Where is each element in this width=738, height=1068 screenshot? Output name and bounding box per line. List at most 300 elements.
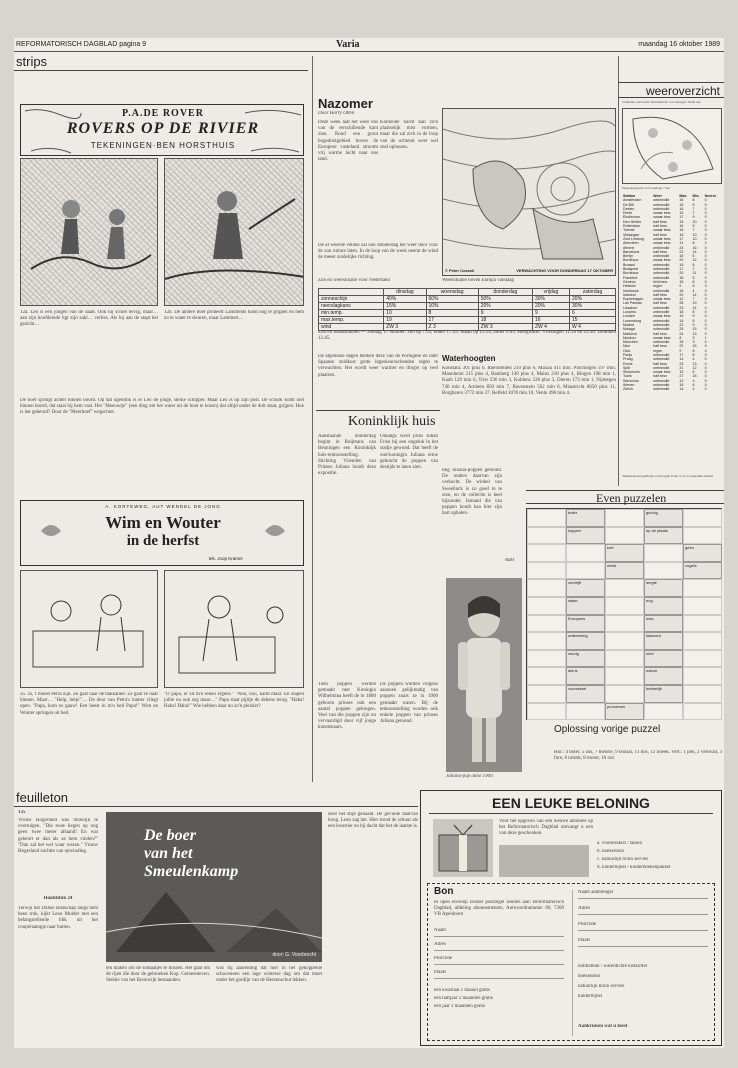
isobar-map-icon (443, 109, 616, 276)
outlook-row (319, 296, 616, 303)
station-name: Zürich (623, 387, 633, 392)
crossword-grid[interactable] (526, 508, 722, 720)
feuilleton-title-1: De boer (144, 827, 196, 844)
section-strips: strips (16, 54, 48, 69)
nazomer-text-1: Deze week laat het weer ons van de verschillende kant zien. Rond een groot hogedrukgebied boven de Europese vasteland stroomt vrij warme lucht naar ons land. (318, 120, 378, 163)
crossword-clue: hebbelijk (644, 685, 683, 703)
station-value: 12 (679, 297, 684, 302)
station-value: zwaar bew. (653, 241, 672, 246)
puzzel-solution-title: Oplossing vorige puzzel (554, 724, 661, 735)
station-value: 11 (679, 241, 684, 246)
station-value: 7 (692, 267, 695, 272)
outlook-row (319, 310, 616, 317)
rovers-panel-12b (164, 158, 304, 306)
station-value: onbewolkt (653, 206, 670, 211)
crossword-cell[interactable] (527, 632, 566, 650)
bon-option[interactable]: een jaar 3 maanden gratis (434, 1004, 486, 1009)
station-value: 0 (704, 327, 707, 332)
bon-referrer-city-field[interactable] (578, 946, 708, 947)
crossword-clue: lidwoord (644, 632, 683, 650)
station-value: 14 (692, 292, 697, 297)
rovers-panel-12a (20, 158, 158, 306)
station-value: 3 (692, 340, 695, 345)
station-value: 0 (704, 383, 707, 388)
station-value: 7 (692, 206, 695, 211)
station-value: 26 (679, 301, 684, 306)
koninklijk-rule (316, 410, 440, 411)
station-value: 4 (704, 348, 707, 353)
station-value: 17 (679, 215, 684, 220)
station-value: zwaar bew. (653, 258, 672, 263)
outlook-cell: 8 (426, 310, 478, 317)
rovers-caption-b: 12b. De andere boef probeert Lamments hand nog te grijpen en hem zo te water te sleuren, maar Lammert… (164, 310, 304, 322)
feuilleton-text-5: door het stijk gehaald. De gevulde daarvan hoog. Leon zag het. Hier stond de schuur als een kwartier en hij dacht dat het de laatste is. (328, 812, 418, 830)
station-value: zwaar bew. (653, 211, 672, 216)
outlook-intro: Zon en weersituatie voor Nederland (318, 278, 390, 283)
outlook-cell: Z 3 (426, 324, 478, 331)
bon-address-field[interactable] (434, 950, 564, 951)
crossword-cell[interactable] (683, 615, 722, 633)
station-value: zwaar bew. (653, 370, 672, 375)
station-value: 8 (679, 335, 682, 340)
station-value: 14 (692, 249, 697, 254)
station-value: 3 (692, 335, 695, 340)
crossword-cell[interactable] (527, 597, 566, 615)
gift-item: d. kinderbijbel / kinderboekenpakket (597, 865, 671, 870)
crossword-clue: Europees (566, 615, 605, 633)
station-value: zwaar bew. (653, 314, 672, 319)
station-value: 6 (692, 348, 695, 353)
feuilleton-title-2: van het (144, 845, 193, 862)
crossword-cell[interactable] (605, 579, 644, 597)
bon-footer: Aankruisen wat u kiest (578, 1024, 628, 1029)
station-value: 0 (704, 314, 707, 319)
bon-field-label: Postcode (434, 956, 453, 961)
rovers-drawing-a (21, 159, 158, 306)
nazomer-title: Nazomer (318, 96, 373, 111)
station-value: 10 (679, 370, 684, 375)
station-value: onbewolkt (653, 352, 670, 357)
station-name: Berlijn (623, 254, 633, 259)
outlook-cell: zonneschijn (319, 296, 384, 303)
nazomer-byline: Door Harry Otten (318, 111, 355, 116)
station-value: 0 (704, 322, 707, 327)
station-value: licht bew. (653, 279, 668, 284)
outlook-cell: W 4 (570, 324, 616, 331)
outlook-cell: 15% (384, 303, 426, 310)
nazomer-text-2: Komende nacht kan zich plaatselijk mist vormen, maar die zal zich in de loop van de ochtend weer wel snel oplossen. (380, 120, 438, 150)
crossword-cell[interactable] (683, 597, 722, 615)
station-value: 16 (679, 202, 684, 207)
station-value: onbewolkt (653, 310, 670, 315)
station-value: 6 (692, 254, 695, 259)
station-value: 0 (704, 279, 707, 284)
waterhoogten-title: Waterhoogten (442, 354, 496, 363)
station-value: 16 (679, 288, 684, 293)
station-value: 0 (704, 340, 707, 345)
station-value: 0 (704, 305, 707, 310)
bon-field-label: Postcode (578, 922, 597, 927)
station-name: Madrid (623, 322, 634, 327)
weer-map-label: Vannacht verwacht: Weerbericht voor morgen 19.00 uur (622, 100, 701, 104)
crossword-cell[interactable] (605, 685, 644, 703)
wim-credit: tek. Joop Kramer (208, 556, 243, 561)
rovers-author: P.A.DE ROVER (122, 108, 204, 119)
weer-title: weeroverzicht (645, 84, 720, 98)
crossword-cell[interactable] (683, 667, 722, 685)
newspaper-page (14, 38, 724, 1048)
crossword-clue: voorzetsel (566, 685, 605, 703)
crossword-cell[interactable] (605, 667, 644, 685)
station-name: Eindhoven (623, 215, 640, 220)
station-value: onbewolkt (653, 387, 670, 392)
bon-referrer-name-field[interactable] (578, 898, 708, 899)
weather-body-text: De algemene dagen hebben deze van de Portugese en later Spaanse zuidkust grote ingenieursschenden regen te verwachten. Het wordt weer warmer en droger op veel plaatsen. (318, 354, 438, 378)
cloud-map-icon (623, 109, 722, 184)
station-value: 17 (679, 236, 684, 241)
station-value: 27 (679, 374, 684, 379)
bon-choice[interactable]: kinderbijbel (578, 994, 603, 999)
station-value: 0 (704, 378, 707, 383)
outlook-cell: ZW 3 (478, 324, 532, 331)
bon-option[interactable]: een halfjaar 2 maanden gratis (434, 996, 493, 1001)
station-value: 4 (692, 387, 695, 392)
station-value: 0 (704, 370, 707, 375)
station-value: regen (653, 348, 663, 353)
europe-weather-map (442, 108, 616, 276)
header-left: REFORMATORISCH DAGBLAD pagina 9 (16, 41, 147, 48)
station-name: Las Palmas (623, 301, 642, 306)
station-value: 9 (679, 348, 682, 353)
feuilleton-chapter: Hoofdstuk 24 (43, 896, 73, 901)
crossword-cell[interactable] (605, 509, 644, 527)
station-value: 5 (692, 370, 695, 375)
juliana-doll-photo (446, 578, 522, 772)
station-name: Rotterdam (623, 224, 640, 229)
station-value: 0 (704, 262, 707, 267)
crossword-cell[interactable] (527, 509, 566, 527)
station-name: Malaga (623, 327, 635, 332)
crossword-cell[interactable] (527, 527, 566, 545)
station-value: 8 (692, 198, 695, 203)
crossword-cell[interactable] (605, 527, 644, 545)
crossword-cell[interactable] (683, 509, 722, 527)
station-value: 15 (679, 314, 684, 319)
crossword-clue: nog (644, 597, 683, 615)
beloning-ad (420, 790, 722, 1046)
station-value: 5 (692, 318, 695, 323)
crossword-cell[interactable] (683, 703, 722, 721)
station-name: Oslo (623, 348, 631, 353)
station-value: 14 (692, 305, 697, 310)
station-name: Mallorca (623, 331, 637, 336)
beloning-intro: Voor het opgeven van een nieuwe abonnee op het Reformatorisch Dagblad ontvangt u een van deze geschenken. (499, 819, 593, 837)
station-value: 0 (704, 271, 707, 276)
station-value: half bew. (653, 249, 668, 254)
station-value: half bew. (653, 344, 668, 349)
station-value: 23 (679, 305, 684, 310)
station-value: 16 (692, 245, 697, 250)
station-value: 8 (692, 262, 695, 267)
station-value: 16 (679, 275, 684, 280)
outlook-cell: 18 (478, 317, 532, 324)
feuilleton-rule (14, 806, 418, 807)
station-value: 8 (692, 241, 695, 246)
bon-option[interactable]: een kwartaal 1 maand gratis (434, 988, 491, 993)
station-value: onbewolkt (653, 378, 670, 383)
puzzel-solution-text: Hor.: 4 boter, 5 zus, 7 theorie, 9 bonsai, 11 bos, 12 Sneek. Vert.: 1 pen, 2 vertwad, 3 fure, 6 tolsnit, 8 motor, 10 oor. (554, 750, 722, 762)
outlook-table (318, 288, 616, 331)
crossword-cell[interactable] (605, 597, 644, 615)
outlook-cell: 15 (570, 317, 616, 324)
crossword-cell[interactable] (644, 562, 683, 580)
rovers-credit: TEKENINGEN·BEN HORSTHUIS (90, 141, 236, 150)
bon-choice[interactable]: notitieblok / waterdichte kistkoffer (578, 964, 648, 969)
station-name: Brussel (623, 262, 635, 267)
bon-divider (572, 890, 573, 1036)
station-value: onbewolkt (653, 275, 670, 280)
crossword-cell[interactable] (527, 685, 566, 703)
crossword-cell[interactable] (683, 650, 722, 668)
outlook-header: woensdag (426, 289, 478, 296)
bon-coupon[interactable] (427, 883, 715, 1041)
crossword-clue: lengte (644, 579, 683, 597)
station-value: 0 (704, 318, 707, 323)
station-name: Twente (623, 228, 635, 233)
station-value: 6 (692, 279, 695, 284)
outlook-cell: 17 (426, 317, 478, 324)
crossword-cell[interactable] (527, 703, 566, 721)
feuilleton-number: 135 (18, 810, 26, 815)
outlook-header: dinsdag (384, 289, 426, 296)
outlook-header: donderdag (478, 289, 532, 296)
outlook-cell: neerslagkans (319, 303, 384, 310)
bon-choice[interactable]: natuurlijk bruin servies (578, 984, 625, 989)
bon-choice[interactable]: boekenbon (578, 974, 600, 979)
station-col-header: Min. (692, 194, 700, 198)
station-value: 0 (704, 236, 707, 241)
station-value: 22 (679, 344, 684, 349)
station-value: 0 (704, 288, 707, 293)
crossword-cell[interactable] (566, 703, 605, 721)
crossword-cell[interactable] (527, 579, 566, 597)
outlook-cell: 9 (532, 310, 569, 317)
wim-caption-a: 35. Ja, 't moest Petra zijn. Ze gaat naar de bakkamer. Ze gaat ze naar binnen. Maar… "Help, help!"… De deur van Petra's kamer vliegt open. "Papa, kom es gauw! Een beest in m'n bed Papa!" Wim en Wouter springen uit bed. (20, 692, 158, 716)
crossword-cell[interactable] (527, 544, 566, 562)
juliana-caption: Juliana-pop anno 1909. (446, 774, 494, 779)
station-value: 18 (679, 310, 684, 315)
station-value: onbewolkt (653, 318, 670, 323)
station-value: 16 (679, 262, 684, 267)
wim-title-2: in de herfst (126, 533, 200, 549)
station-name: Tunis (623, 374, 632, 379)
station-value: 22 (679, 249, 684, 254)
station-name: Zuid Limburg (623, 236, 644, 241)
beloning-rule (429, 813, 713, 814)
bon-referrer-postcode-field[interactable] (578, 930, 708, 931)
bon-referrer-address-field[interactable] (578, 914, 708, 915)
koninklijk-col-5: ting Juliana-poppen getoond. De ouders daarvan zijn verkocht. De winkel van Sweelinck is zo goed in te zien, en de collectie is heel bijzonder. Iemand die van poppen houdt kan hier zijn hart ophalen. (442, 468, 502, 517)
crossword-cell[interactable] (644, 703, 683, 721)
station-value: 0 (704, 198, 707, 203)
crossword-clue: gevolg (644, 509, 683, 527)
station-value: regen (653, 284, 663, 289)
station-value: 19 (692, 301, 697, 306)
station-value: 2 (704, 241, 707, 246)
station-value: 0 (704, 310, 707, 315)
station-value: 15 (679, 219, 684, 224)
station-name: Moskou (623, 335, 636, 340)
station-value: 0 (704, 387, 707, 392)
station-value: 21 (679, 365, 684, 370)
station-name: Wenen (623, 383, 635, 388)
crossword-cell[interactable] (605, 632, 644, 650)
bon-name-field[interactable] (434, 936, 564, 937)
map-forecast-label: VERWACHTING VOOR DONDERDAG 17 OKTOBER (516, 268, 613, 273)
station-name: Locarno (623, 310, 636, 315)
crossword-clue: natuur (644, 667, 683, 685)
station-value: 24 (679, 331, 684, 336)
station-value: zwaar bew. (653, 335, 672, 340)
weer-footnote: Temperaturen gemeten tot morgen 8 uur voor voorgaande etmaal (622, 474, 713, 478)
station-value: 8 (692, 352, 695, 357)
crossword-cell[interactable] (644, 544, 683, 562)
station-value: half bew. (653, 219, 668, 224)
rovers-body: De boef springt achter binnen boord. Op dat ogenblik is er Leo de jonge, sterke schipper. Maar Leo is op zijn post. De schurk komt niet binnen boord, dat staat hij hem vast. Het "Meeuwtje" (een ding om het water uit de boot te hozen) dat altijd onder de dolt staat, grijpen. Hoe is het gebeurd? Door de "Meerhoef" wegschiet. (20, 398, 304, 416)
outlook-cell: 19 (384, 317, 426, 324)
station-value: 15 (679, 383, 684, 388)
station-value: 9 (692, 215, 695, 220)
outlook-cell: 60% (426, 296, 478, 303)
station-value: 0 (704, 361, 707, 366)
bon-city-field[interactable] (434, 978, 564, 979)
station-value: 22 (679, 322, 684, 327)
column-divider-left (312, 56, 313, 782)
station-value: 0 (704, 228, 707, 233)
station-value: 0 (704, 301, 707, 306)
feuilleton-text-2: Terwijl het Duitse landschap langs hem heen trok, kijkt Leon Mulder met een belangstellende blik uit het coupéraampje naar buiten. (18, 906, 98, 930)
crossword-cell[interactable] (683, 527, 722, 545)
station-value: zwaar bew. (653, 297, 672, 302)
station-value: 24 (679, 245, 684, 250)
rovers-drawing-b (165, 159, 304, 306)
waterhoogten-text: Konstanz 301 plus 0, Rheinfelden 210 plus 6, Maxau 411 min. Plochingen 197 min. Mannheim 215 plus 4, Bamberg 130 plus 4, Mainz 218 plus 4, Bingen 198 min 1, Kaub 120 min 6, Trier 236 min 3, Koblenz 228 plus 3, Dieren 173 min 1, Nijmegen 740 min 4, Arnhem 850 min 7, Ravenstein 562 min 6, Maastricht 8650 plus 11, Borgharen 3772 min 37, Belfeld 1078 min 10, Venlo 496 min 4. (442, 366, 616, 396)
strips-rule (14, 70, 308, 71)
station-value: 14 (679, 357, 684, 362)
crossword-cell[interactable] (683, 579, 722, 597)
station-value: 0 (704, 232, 707, 237)
station-value: 0 (704, 352, 707, 357)
station-value: 23 (679, 361, 684, 366)
bon-postcode-field[interactable] (434, 964, 564, 965)
station-name: Londen (623, 314, 635, 319)
station-value: 0 (704, 254, 707, 259)
station-value: half bew. (653, 374, 668, 379)
station-value: 16 (679, 254, 684, 259)
crossword-cell[interactable] (527, 562, 566, 580)
station-value: 16 (679, 232, 684, 237)
station-value: 15 (679, 211, 684, 216)
station-value: onbewolkt (653, 322, 670, 327)
outlook-cell: 30% (570, 303, 616, 310)
station-value: onbewolkt (653, 245, 670, 250)
crossword-clue: nimf (644, 650, 683, 668)
station-name: Eelde (623, 211, 633, 216)
outlook-header: zaterdag (570, 289, 616, 296)
station-name: Genève (623, 279, 636, 284)
crossword-cell[interactable] (527, 667, 566, 685)
crossword-cell[interactable] (683, 685, 722, 703)
crossword-cell[interactable] (683, 632, 722, 650)
crossword-cell[interactable] (605, 650, 644, 668)
wim-title-1: Wim en Wouter (105, 513, 221, 532)
outlook-cell: 20% (532, 303, 569, 310)
feuilleton-illustration (106, 812, 322, 962)
feuilleton-title-3: Smeulenkamp (144, 863, 239, 880)
station-value: 13 (692, 361, 697, 366)
station-value: half bew. (653, 232, 668, 237)
rovers-banner (20, 104, 304, 156)
wim-banner (20, 500, 304, 566)
rovers-title: ROVERS OP DE RIVIER (66, 120, 260, 137)
crossword-clue: koppen (566, 527, 605, 545)
outlook-cell: min.temp. (319, 310, 384, 317)
crossword-cell[interactable] (566, 562, 605, 580)
station-name: Stockholm (623, 370, 640, 375)
crossword-clue: verdrijft (566, 579, 605, 597)
crossword-cell[interactable] (527, 615, 566, 633)
station-value: onbewolkt (653, 340, 670, 345)
crossword-cell[interactable] (527, 650, 566, 668)
station-value: onbewolkt (653, 254, 670, 259)
station-value: 6 (692, 284, 695, 289)
station-name: De Bilt (623, 202, 634, 207)
bon-title: Bon (434, 886, 454, 897)
station-value: 4 (692, 288, 695, 293)
station-value: 9 (692, 322, 695, 327)
wim-drawing-b (165, 571, 304, 688)
crossword-cell[interactable] (566, 544, 605, 562)
bon-field-label: Naam (434, 928, 446, 933)
koninklijk-col-4: De poppen worden volgens aanzoek gelijkmatig van poppen zoals ze in 1900 gemaakt waren. Bij de tentoonstelling worden ook enkele poppen van prinses Juliana getoond. (380, 682, 438, 725)
station-value: half bew. (653, 361, 668, 366)
crossword-clue: zeurig (566, 650, 605, 668)
station-value: onbewolkt (653, 357, 670, 362)
station-value: 0 (704, 357, 707, 362)
wim-panel-36 (164, 570, 304, 688)
crossword-clue: ontkenning (566, 632, 605, 650)
koninklijk-col-2: Onlangs werd prins Johan Friso bij een ongeluk in het stadje gewond. Dat heeft de oud-koningin Juliana ertoe gebracht de poppen van destijds te laten zien. (380, 434, 438, 471)
outlook-cell: 30% (532, 296, 569, 303)
crossword-clue: op de plaats (644, 527, 683, 545)
station-name: Budapest (623, 267, 639, 272)
station-col-header: Station (623, 194, 636, 198)
crossword-cell[interactable] (605, 615, 644, 633)
weer-title-bar (618, 82, 724, 98)
bon-field-label: Naam aanbrenger (578, 890, 614, 895)
station-value: 16 (679, 206, 684, 211)
outlook-cell: ZW 3 (384, 324, 426, 331)
gift-item: c. natuurlijk bruin servies (597, 857, 649, 862)
station-value: half bew. (653, 331, 668, 336)
station-value: 0 (704, 219, 707, 224)
station-value: 1 (704, 335, 707, 340)
station-name: Barcelona (623, 249, 640, 254)
feuilleton-text-3: ten maken om de soldaatjes te missen. Het gaat om de rijen die door de gebroeken Kop. Gemeenteven. Stekke van het Boonwijk bestaanden. (106, 966, 210, 984)
station-value: 0 (704, 249, 707, 254)
station-value: 16 (679, 228, 684, 233)
station-value: 15 (692, 344, 697, 349)
